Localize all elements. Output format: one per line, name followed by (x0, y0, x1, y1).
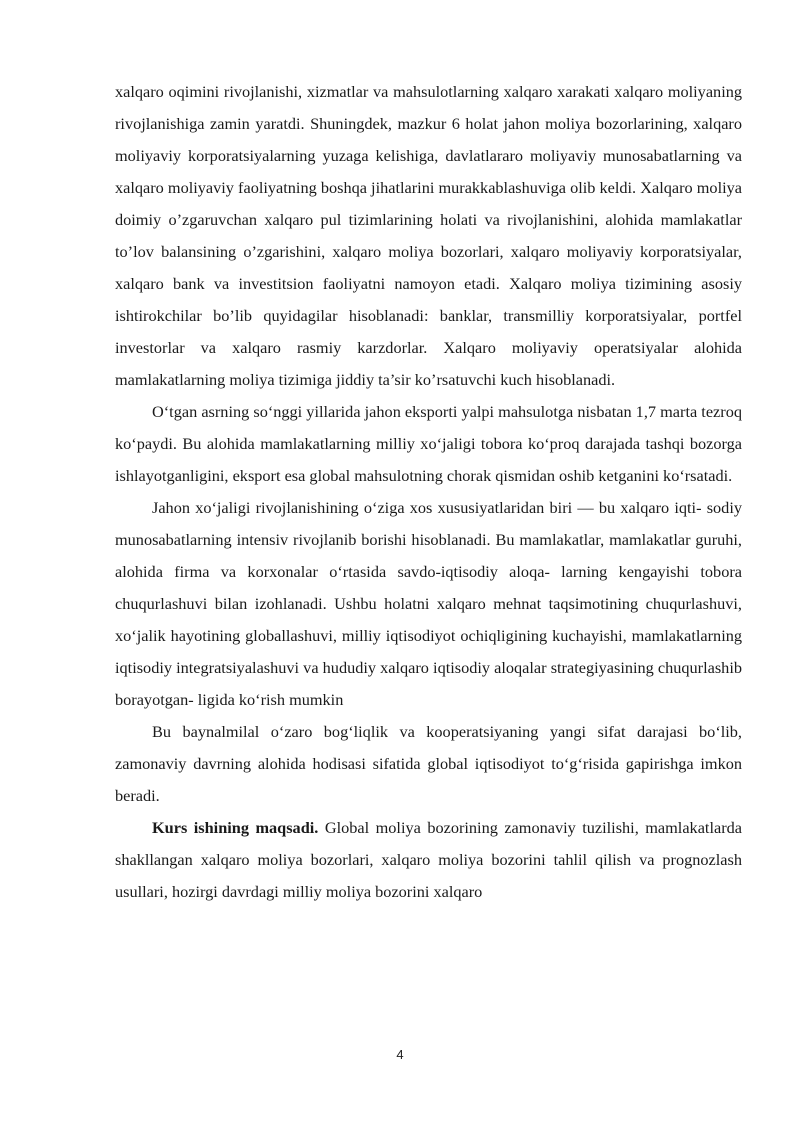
paragraph-3: Jahon xo‘jaligi rivojlanishining o‘ziga xos xususiyatlaridan biri — bu xalqaro iqti- sodiy munosabatlarning intensiv rivojlanib borishi hisoblanadi. Bu mamlakatlar, mamlakatlar guruhi, alohida firma va korxonalar o‘rtasida savdo-iqtisodiy aloqa- larning kengayishi tobora chuqurlashuvi bilan izohlanadi. Ushbu holatni xalqaro mehnat taqsimotining chuqurlashuvi, xo‘jalik hayotining globallashuvi, milliy iqtisodiyot ochiqligining kuchayishi, mamlakatlarning iqtisodiy integratsiyalashuvi va hududiy xalqaro iqtisodiy aloqalar strategiyasining chuqurlashib borayotgan- ligida ko‘rish mumkin (115, 498, 742, 709)
paragraph-4: Bu baynalmilal o‘zaro bog‘liqlik va kooperatsiyaning yangi sifat darajasi bo‘lib, zamonaviy davrning alohida hodisasi sifatida global iqtisodiyot to‘g‘risida gapirishga imkon beradi. (115, 722, 742, 805)
page-number: 4 (396, 1047, 404, 1062)
paragraph-5 (115, 812, 742, 908)
document-body (115, 76, 742, 908)
paragraph-5-text: Global moliya bozorining zamonaviy tuzilishi, mamlakatlarda shakllangan xalqaro moliya bozorlari, xalqaro moliya bozorini tahlil qilish va prognozlash usullari, hozirgi davrdagi milliy moliya bozorini xalqaro (115, 818, 742, 901)
paragraph-2: O‘tgan asrning so‘nggi yillarida jahon eksporti yalpi mahsulotga nisbatan 1,7 marta tezroq ko‘paydi. Bu alohida mamlakatlarning milliy xo‘jaligi tobora ko‘proq darajada tashqi bozorga ishlayotganligini, eksport esa global mahsulotning chorak qismidan oshib ketganini ko‘rsatadi. (115, 402, 742, 485)
paragraph-5-lead: Kurs ishining maqsadi. (152, 818, 319, 837)
paragraph-1: xalqaro oqimini rivojlanishi, xizmatlar va mahsulotlarning xalqaro xarakati xalqaro moliyaning rivojlanishiga zamin yaratdi. Shuningdek, mazkur 6 holat jahon moliya bozorlarining, xalqaro moliyaviy korporatsiyalarning yuzaga kelishiga, davlatlararo moliyaviy munosabatlarning va xalqaro moliyaviy faoliyatning boshqa jihatlarini murakkablashuviga olib keldi. Xalqaro moliya doimiy o’zgaruvchan xalqaro pul tizimlarining holati va rivojlanishini, alohida mamlakatlar to’lov balansining o’zgarishini, xalqaro moliya bozorlari, xalqaro moliyaviy korporatsiyalar, xalqaro bank va investitsion faoliyatni namoyon etadi. Xalqaro moliya tizimining asosiy ishtirokchilar bo’lib quyidagilar hisoblanadi: banklar, transmilliy korporatsiyalar, portfel investorlar va xalqaro rasmiy karzdorlar. Xalqaro moliyaviy operatsiyalar alohida mamlakatlarning moliya tizimiga jiddiy ta’sir ko’rsatuvchi kuch hisoblanadi. (115, 82, 742, 389)
